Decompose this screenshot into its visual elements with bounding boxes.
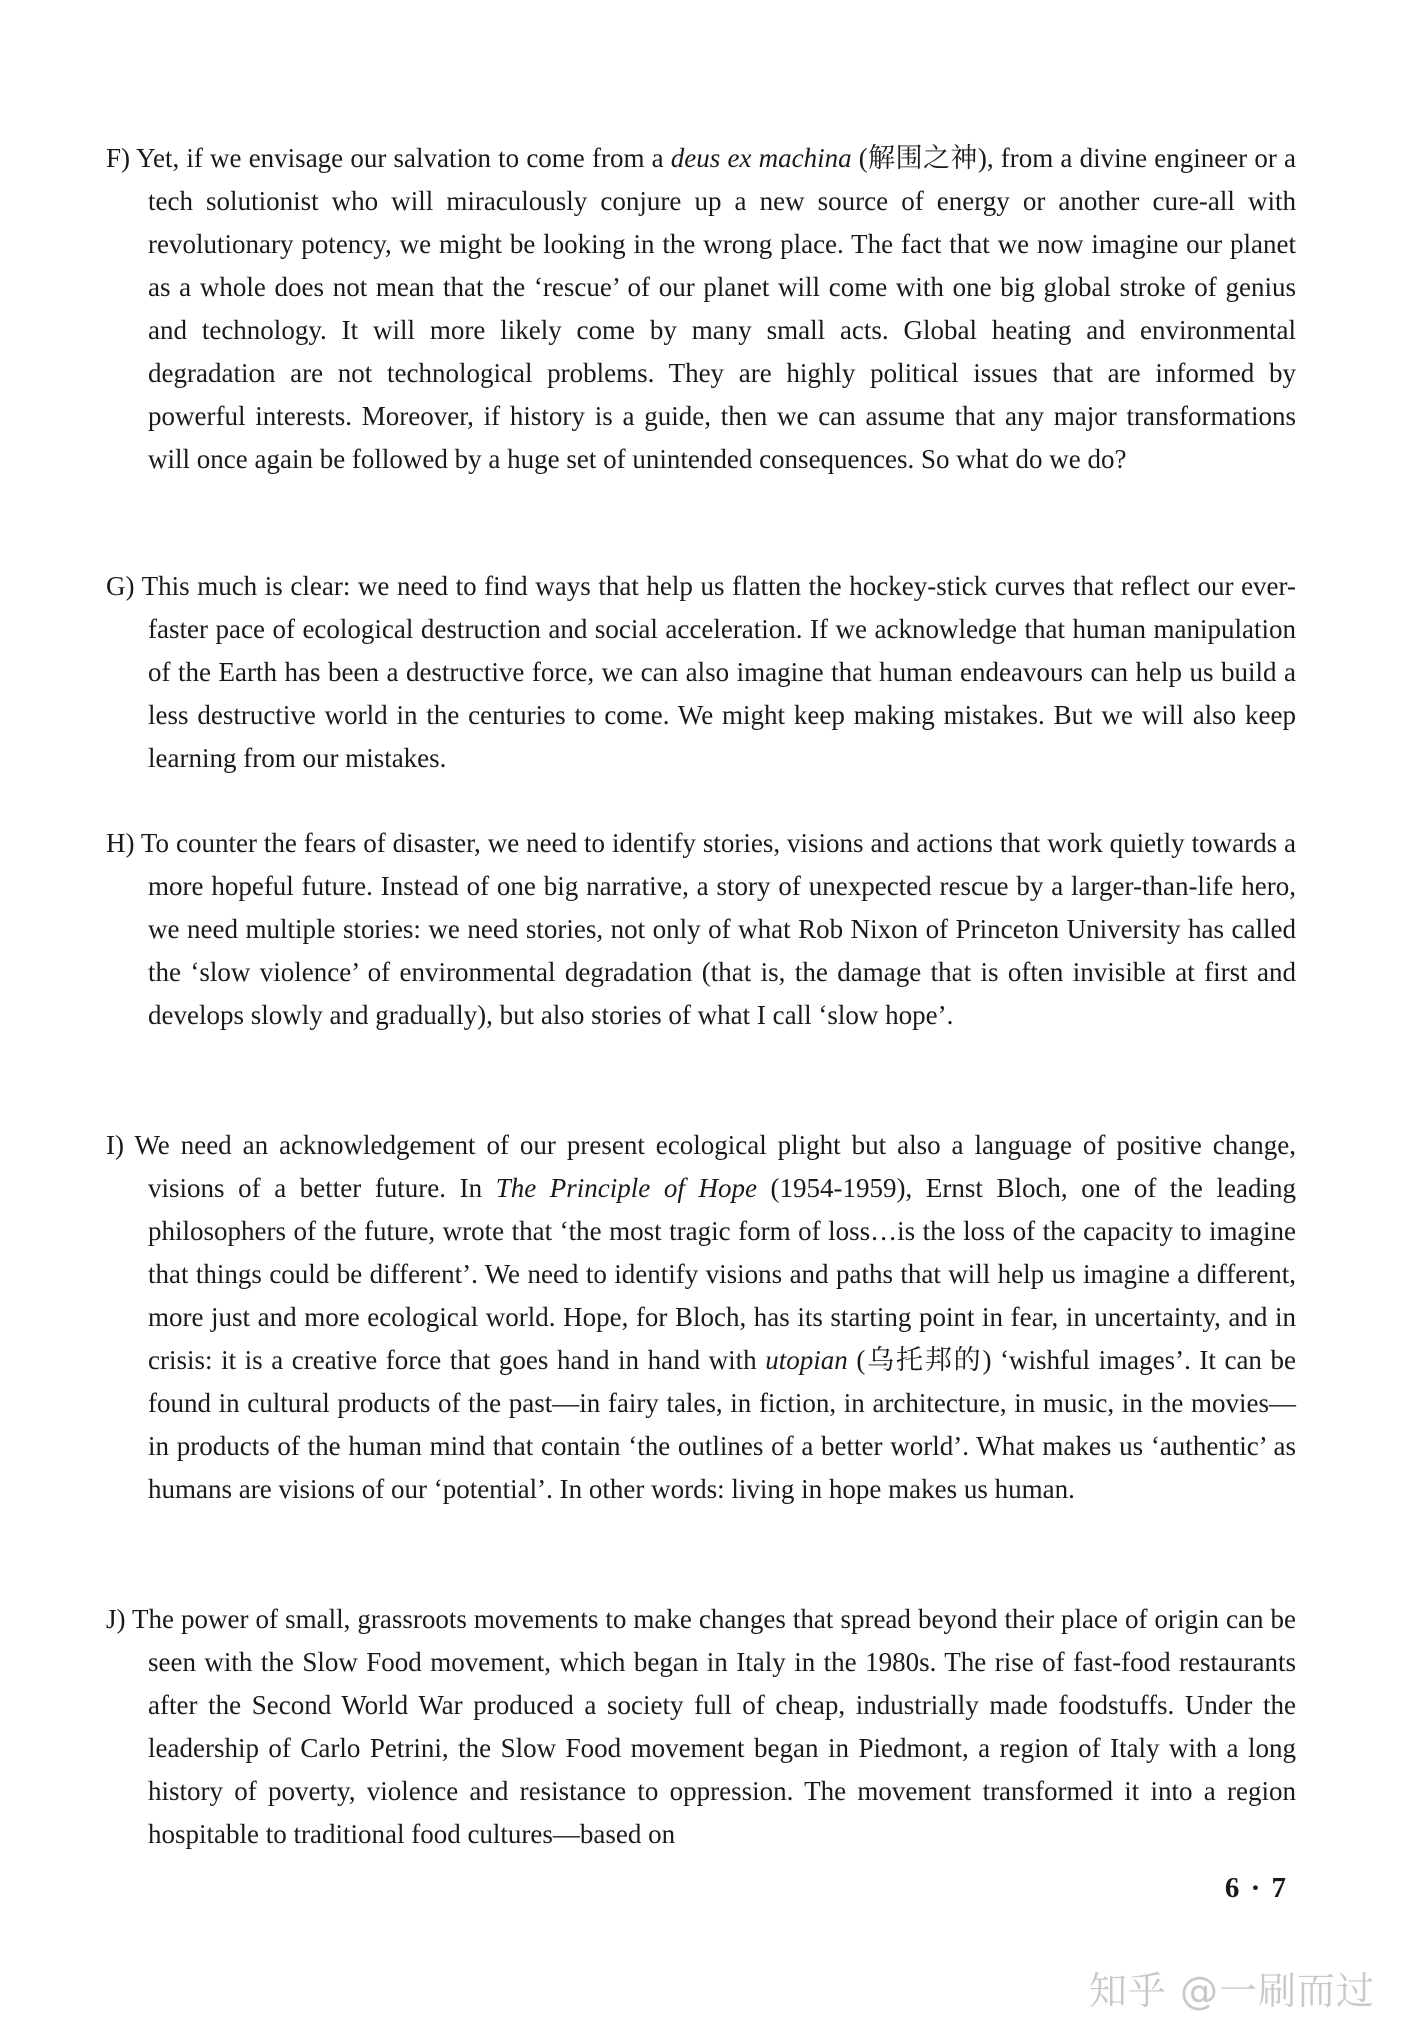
paragraph-i-text-2: (1954-1959), Ernst Bloch, one of the leading philosophers of the future, wrote that ‘the most tragic form of loss…is the loss of the capacity to imagine that things could be different’. We need to identify visions and paths that will help us imagine a different, more just and more ecological world. Hope, for Bloch, has its starting point in fear, in uncertainty, and in crisis: it is a creative force that goes hand in hand with xyxy=(148,1173,1296,1375)
paragraph-f-text-1: F) Yet, if we envisage our salvation to come from a xyxy=(106,143,671,173)
paragraph-i xyxy=(106,1124,1296,1511)
paragraph-j-text: J) The power of small, grassroots movements to make changes that spread beyond their place of origin can be seen with the Slow Food movement, which began in Italy in the 1980s. The rise of fast-food restaurants after the Second World War produced a society full of cheap, industrially made foodstuffs. Under the leadership of Carlo Petrini, the Slow Food movement began in Piedmont, a region of Italy with a long history of poverty, violence and resistance to oppression. The movement transformed it into a region hospitable to traditional food cultures—based on xyxy=(106,1604,1296,1849)
paragraph-g-text: G) This much is clear: we need to find ways that help us flatten the hockey-stick curves that reflect our ever-faster pace of ecological destruction and social acceleration. If we acknowledge that human manipulation of the Earth has been a destructive force, we can also imagine that human endeavours can help us build a less destructive world in the centuries to come. We might keep making mistakes. But we will also keep learning from our mistakes. xyxy=(106,571,1296,773)
paragraph-i-italic-term: utopian xyxy=(765,1345,848,1375)
paragraph-f-italic-term: deus ex machina xyxy=(670,143,852,173)
paragraph-j xyxy=(106,1598,1296,1856)
paragraph-f xyxy=(106,137,1296,481)
paragraph-i-text-3: (乌托邦的) ‘wishful images’. It can be found in cultural products of the past—in fairy tales, in fiction, in architecture, in music, in the movies—in products of the human mind that contain ‘the outlines of a better world’. What makes us ‘authentic’ as humans are visions of our ‘potential’. In other words: living in hope makes us human. xyxy=(148,1345,1296,1504)
paragraph-h xyxy=(106,822,1296,1037)
paragraph-g xyxy=(106,565,1296,780)
page-number: 6 · 7 xyxy=(1224,1872,1288,1904)
paragraph-i-text-1: I) We need an acknowledgement of our present ecological plight but also a language of positive change, visions of a better future. In xyxy=(106,1130,1296,1203)
paragraph-h-text: H) To counter the fears of disaster, we need to identify stories, visions and actions that work quietly towards a more hopeful future. Instead of one big narrative, a story of unexpected rescue by a larger-than-life hero, we need multiple stories: we need stories, not only of what Rob Nixon of Princeton University has called the ‘slow violence’ of environmental degradation (that is, the damage that is often invisible at first and develops slowly and gradually), but also stories of what I call ‘slow hope’. xyxy=(106,828,1296,1030)
paragraph-f-text-2: (解围之神), from a divine engineer or a tech solutionist who will miraculously conjure up a new source of energy or another cure-all with revolutionary potency, we might be looking in the wrong place. The fact that we now imagine our planet as a whole does not mean that the ‘rescue’ of our planet will come with one big global stroke of genius and technology. It will more likely come by many small acts. Global heating and environmental degradation are not technological problems. They are highly political issues that are informed by powerful interests. Moreover, if history is a guide, then we can assume that any major transformations will once again be followed by a huge set of unintended consequences. So what do we do? xyxy=(148,143,1296,474)
watermark: 知乎 @一刷而过 xyxy=(1088,1969,1375,2013)
paragraph-i-book-title: The Principle of Hope xyxy=(495,1173,757,1203)
